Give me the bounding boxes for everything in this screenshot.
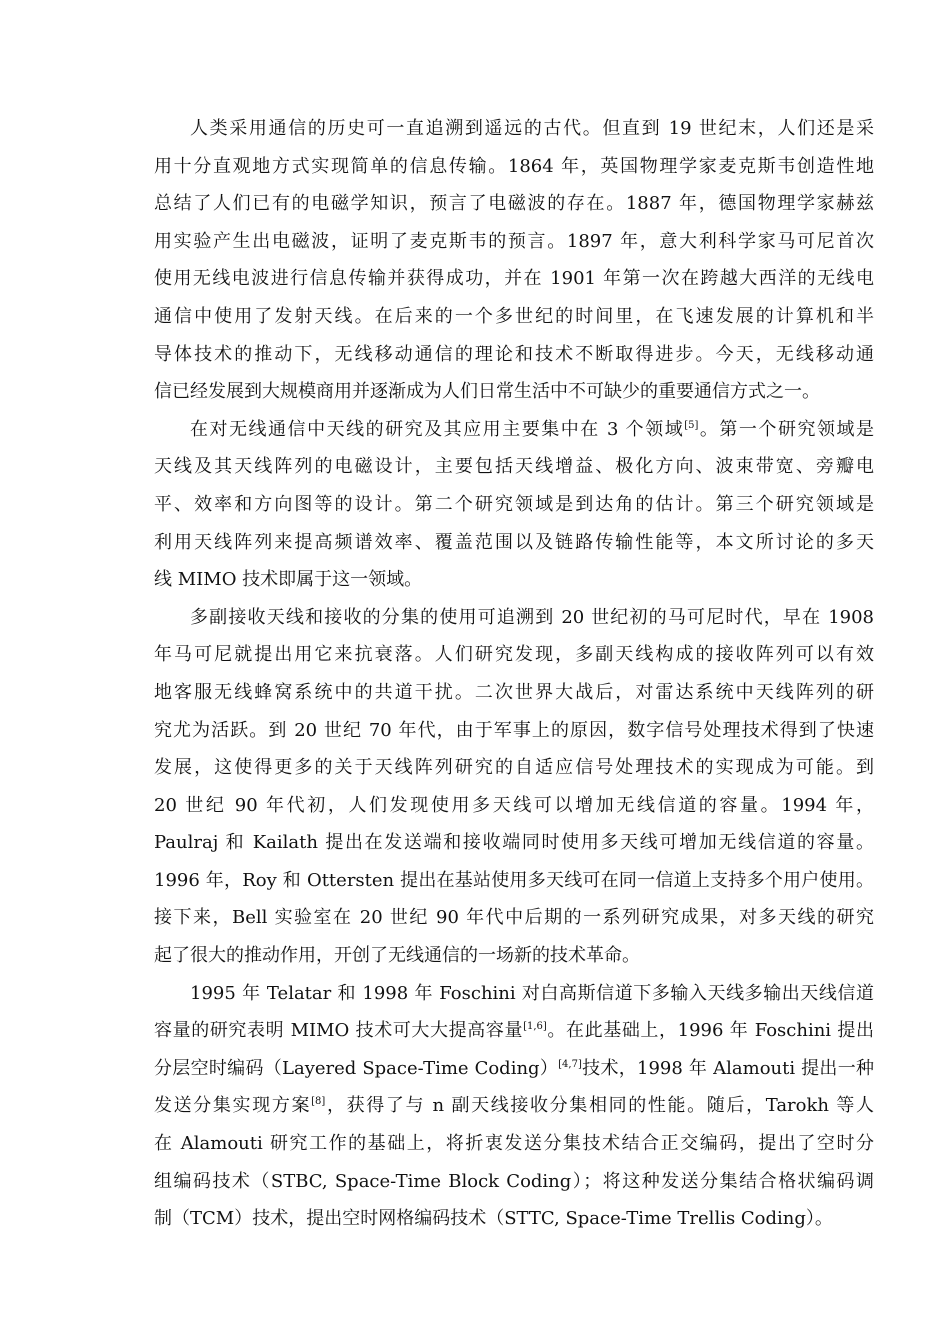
text-line bbox=[154, 260, 874, 298]
line-text: 发送分集实现方案 bbox=[154, 1095, 312, 1117]
text-line bbox=[154, 599, 874, 637]
line-text: 组编码技术（STBC, Space-Time Block Coding）；将这种发送分集结合格状编码调 bbox=[154, 1170, 874, 1192]
line-text: 利用天线阵列来提高频谱效率、覆盖范围以及链路传输性能等，本文所讨论的多天 bbox=[154, 531, 874, 553]
text-line bbox=[154, 448, 874, 486]
line-text: 用实验产生出电磁波，证明了麦克斯韦的预言。1897 年，意大利科学家马可尼首次 bbox=[154, 230, 874, 252]
text-line bbox=[154, 561, 874, 599]
line-text: 接下来，Bell 实验室在 20 世纪 90 年代中后期的一系列研究成果，对多天线的研究 bbox=[154, 907, 874, 929]
line-text-after-citation: 技术，1998 年 Alamouti 提出一种 bbox=[581, 1057, 874, 1079]
text-line bbox=[154, 1087, 874, 1125]
text-line bbox=[154, 749, 874, 787]
line-text-after-citation: ，获得了与 n 副天线接收分集相同的性能。随后，Tarokh 等人 bbox=[325, 1095, 874, 1117]
line-text: 线 MIMO 技术即属于这一领域。 bbox=[154, 569, 423, 591]
paragraph bbox=[154, 411, 874, 599]
line-text: 使用无线电波进行信息传输并获得成功，并在 1901 年第一次在跨越大西洋的无线电 bbox=[154, 268, 874, 290]
line-text: 年马可尼就提出用它来抗衰落。人们研究发现，多副天线构成的接收阵列可以有效 bbox=[154, 644, 874, 666]
text-line bbox=[154, 185, 874, 223]
text-line bbox=[154, 975, 874, 1013]
text-line bbox=[154, 1050, 874, 1088]
text-line bbox=[154, 1125, 874, 1163]
text-line bbox=[154, 862, 874, 900]
citation-marker: [5] bbox=[684, 419, 699, 431]
citation-marker: [8] bbox=[311, 1096, 326, 1108]
line-text-after-citation: 。在此基础上，1996 年 Foschini 提出 bbox=[546, 1020, 874, 1042]
line-text: 起了很大的推动作用，开创了无线通信的一场新的技术革命。 bbox=[154, 945, 640, 967]
paragraph bbox=[154, 110, 874, 411]
line-text: 究尤为活跃。到 20 世纪 70 年代，由于军事上的原因，数字信号处理技术得到了快速 bbox=[154, 719, 874, 741]
line-text: 20 世纪 90 年代初，人们发现使用多天线可以增加无线信道的容量。1994 年， bbox=[154, 794, 874, 816]
body-text bbox=[154, 110, 874, 1238]
text-line bbox=[154, 712, 874, 750]
line-text: 用十分直观地方式实现简单的信息传输。1864 年，英国物理学家麦克斯韦创造性地 bbox=[154, 155, 874, 177]
line-text: 1996 年，Roy 和 Ottersten 提出在基站使用多天线可在同一信道上支持多个用户使用。 bbox=[154, 869, 874, 891]
line-text: 容量的研究表明 MIMO 技术可大大提高容量 bbox=[154, 1020, 524, 1042]
text-line bbox=[154, 1200, 874, 1238]
line-text: Paulraj 和 Kailath 提出在发送端和接收端同时使用多天线可增加无线信道的容量。 bbox=[154, 832, 874, 854]
line-text: 通信中使用了发射天线。在后来的一个多世纪的时间里，在飞速发展的计算机和半 bbox=[154, 305, 874, 327]
citation-marker: [1,6] bbox=[523, 1021, 547, 1033]
line-text: 在 Alamouti 研究工作的基础上，将折衷发送分集技术结合正交编码，提出了空时分 bbox=[154, 1133, 874, 1155]
line-text: 分层空时编码（Layered Space-Time Coding） bbox=[154, 1057, 559, 1079]
line-text: 导体技术的推动下，无线移动通信的理论和技术不断取得进步。今天，无线移动通 bbox=[154, 343, 874, 365]
text-line bbox=[154, 110, 874, 148]
line-text: 发展，这使得更多的关于天线阵列研究的自适应信号处理技术的实现成为可能。到 bbox=[154, 757, 874, 779]
paragraph bbox=[154, 975, 874, 1238]
text-line bbox=[154, 937, 874, 975]
text-line bbox=[154, 824, 874, 862]
text-line bbox=[154, 411, 874, 449]
text-line bbox=[154, 524, 874, 562]
text-line bbox=[154, 373, 874, 411]
line-text: 天线及其天线阵列的电磁设计，主要包括天线增益、极化方向、波束带宽、旁瓣电 bbox=[154, 456, 874, 478]
text-line bbox=[154, 899, 874, 937]
line-text: 信已经发展到大规模商用并逐渐成为人们日常生活中不可缺少的重要通信方式之一。 bbox=[154, 381, 820, 403]
line-text: 平、效率和方向图等的设计。第二个研究领域是到达角的估计。第三个研究领域是 bbox=[154, 493, 874, 515]
text-line bbox=[154, 336, 874, 374]
line-text: 制（TCM）技术，提出空时网格编码技术（STTC, Space-Time Trellis Coding）。 bbox=[154, 1208, 833, 1230]
line-text: 总结了人们已有的电磁学知识，预言了电磁波的存在。1887 年，德国物理学家赫兹 bbox=[154, 193, 874, 215]
text-line bbox=[154, 148, 874, 186]
citation-marker: [4,7] bbox=[558, 1058, 582, 1070]
line-text: 人类采用通信的历史可一直追溯到遥远的古代。但直到 19 世纪末，人们还是采 bbox=[190, 118, 874, 139]
line-text: 多副接收天线和接收的分集的使用可追溯到 20 世纪初的马可尼时代，早在 1908 bbox=[190, 606, 874, 628]
line-text-after-citation: 。第一个研究领域是 bbox=[698, 418, 874, 440]
text-line bbox=[154, 636, 874, 674]
line-text: 在对无线通信中天线的研究及其应用主要集中在 3 个领域 bbox=[190, 418, 685, 440]
line-text: 1995 年 Telatar 和 1998 年 Foschini 对白高斯信道下多输入天线多输出天线信道 bbox=[190, 982, 874, 1004]
text-line bbox=[154, 298, 874, 336]
text-line bbox=[154, 674, 874, 712]
text-line bbox=[154, 1012, 874, 1050]
paragraph bbox=[154, 599, 874, 975]
text-line bbox=[154, 787, 874, 825]
text-line bbox=[154, 223, 874, 261]
text-line bbox=[154, 1163, 874, 1201]
text-line bbox=[154, 486, 874, 524]
line-text: 地客服无线蜂窝系统中的共道干扰。二次世界大战后，对雷达系统中天线阵列的研 bbox=[154, 681, 874, 703]
